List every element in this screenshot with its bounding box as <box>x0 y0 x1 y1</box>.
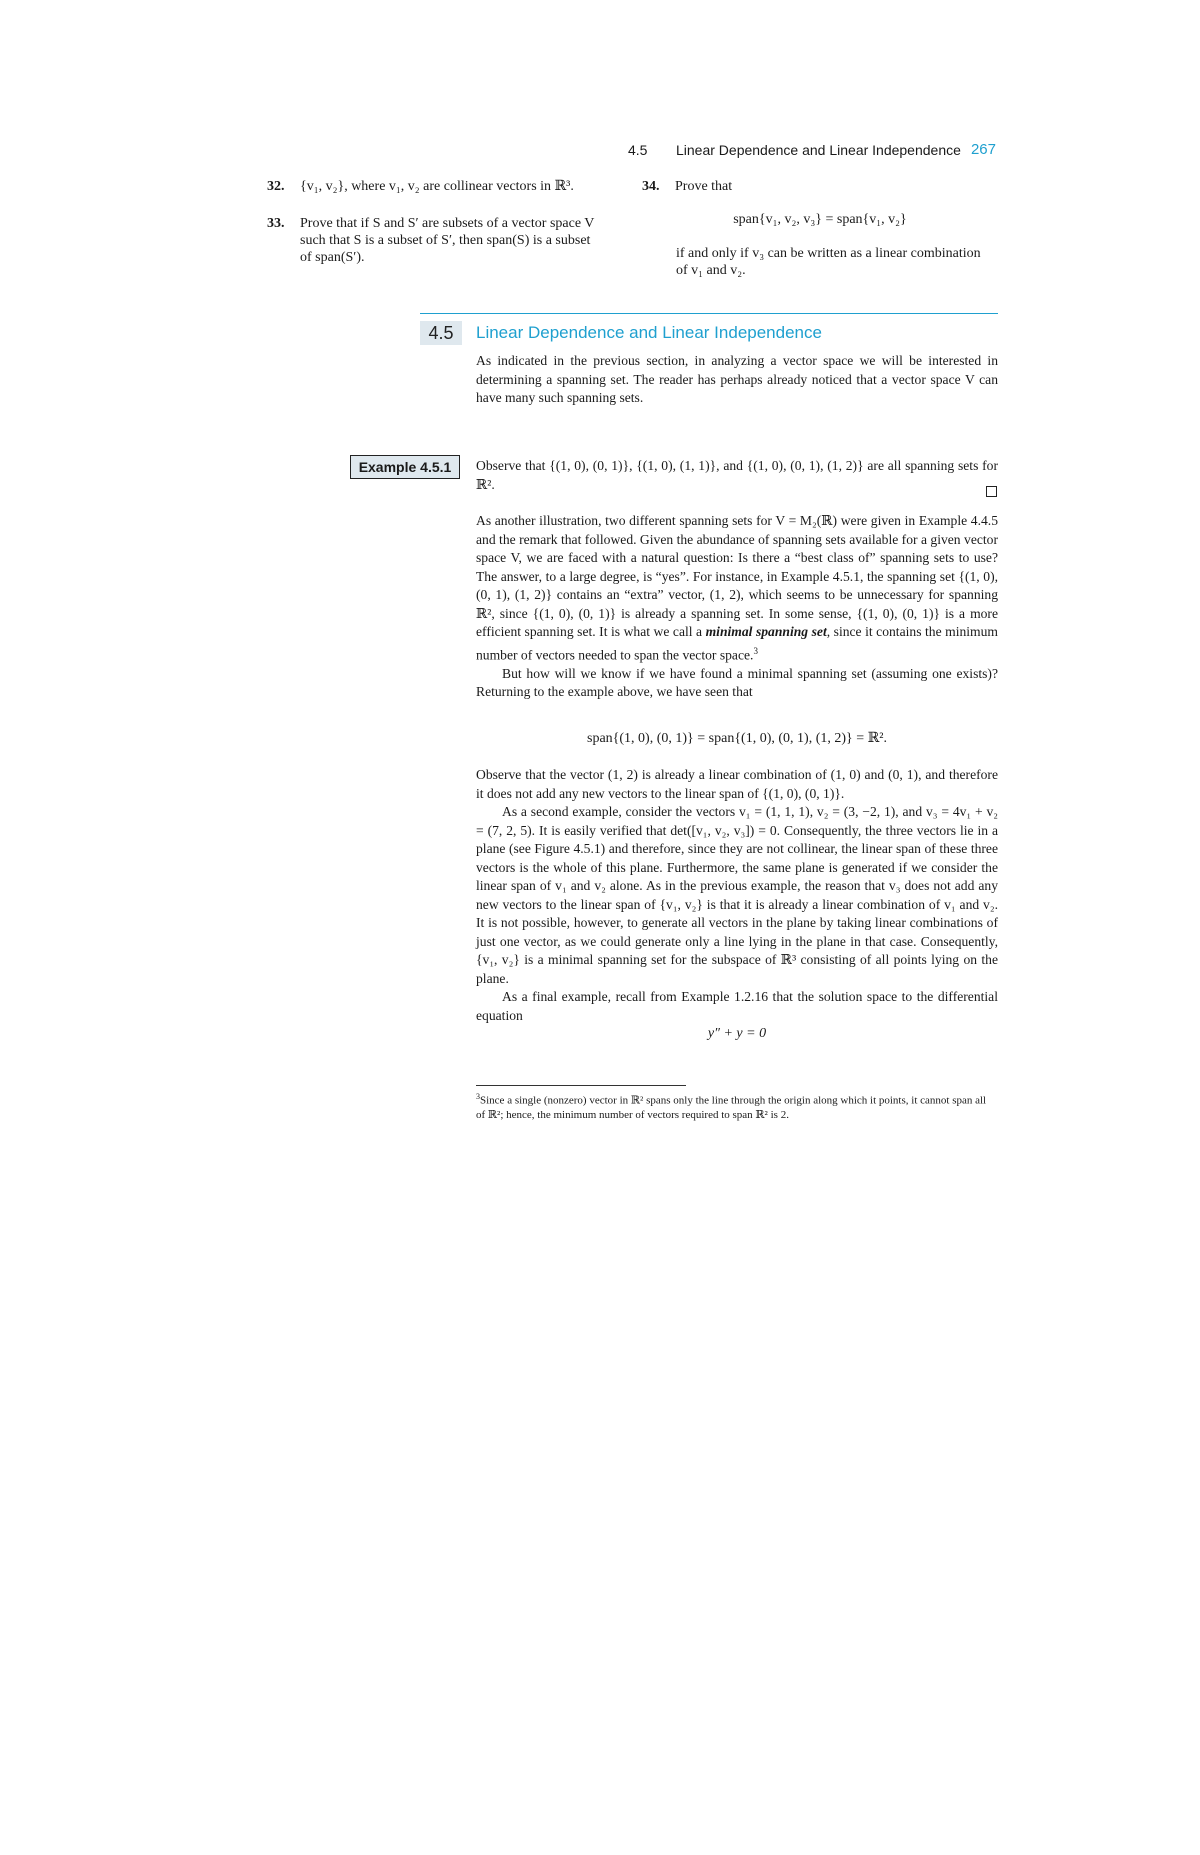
end-of-example-icon <box>986 486 997 497</box>
exercise-number: 34. <box>642 179 660 194</box>
section-rule <box>420 313 998 314</box>
exercise-text-line: of v₁ and v₂. <box>676 263 746 278</box>
footnote-text: Since a single (nonzero) vector in ℝ² spans only the line through the origin along which it points, it cannot span all of ℝ²; hence, the minimum number of vectors required to span ℝ² is 2. <box>476 1094 987 1121</box>
exercise-text: {v₁, v₂}, where v₁, v₂ are collinear vectors in ℝ³. <box>300 179 574 194</box>
exercise-text: Prove that <box>675 179 733 194</box>
body-paragraph-3-block <box>476 766 998 1025</box>
section-title: Linear Dependence and Linear Independence <box>476 323 822 342</box>
exercise-text-line: of span(S′). <box>300 250 365 265</box>
body-paragraph-5: As a final example, recall from Example 1.2.16 that the solution space to the differential equation <box>476 989 998 1023</box>
example-label: Example 4.5.1 <box>358 459 452 475</box>
display-equation-1: span{(1, 0), (0, 1)} = span{(1, 0), (0, 1), (1, 2)} = ℝ². <box>587 731 887 746</box>
example-text <box>476 457 998 494</box>
exercise-34 <box>642 178 998 196</box>
exercise-number: 33. <box>267 216 285 231</box>
exercise-text-line: such that S is a subset of S′, then span(S) is a subset <box>300 233 591 248</box>
p1-text-a: As another illustration, two different spanning sets for V = M₂(ℝ) were given in Example 4.4.5 and the remark that followed. Given the abundance of spanning sets available for a given vector space V, we are faced with a natural question: Is there a “best class of” spanning sets to use? The answer, to a large degree, is “yes”. For instance, in Example 4.5.1, the spanning set {(1, 0), (0, 1), (1, 2)} contains an “extra” vector, (1, 2), which seems to be unnecessary for spanning ℝ², since {(1, 0), (0, 1)} is already a spanning set. In some sense, {(1, 0), (0, 1)} is a more efficient spanning set. It is what we call a <box>476 513 998 639</box>
body-paragraph-2: But how will we know if we have found a minimal spanning set (assuming one exists)? Returning to the example above, we have seen that <box>476 665 998 700</box>
example-label-box <box>350 455 460 479</box>
header-section-title: Linear Dependence and Linear Independence <box>676 142 961 158</box>
page-number: 267 <box>970 141 996 158</box>
header-section-number: 4.5 <box>628 142 648 158</box>
exercise-34-continuation <box>676 245 998 281</box>
display-equation-2 <box>476 1026 998 1042</box>
body-paragraph-1 <box>476 512 998 702</box>
ode-equation: y″ + y = 0 <box>707 1026 767 1041</box>
footnote <box>476 1090 998 1122</box>
footnote-rule <box>476 1085 686 1086</box>
body-paragraph-3: Observe that the vector (1, 2) is already a linear combination of (1, 0) and (0, 1), and therefore it does not add any new vectors to the linear span of {(1, 0), (0, 1)}. <box>476 767 998 801</box>
body-paragraph-4: As a second example, consider the vectors v₁ = (1, 1, 1), v₂ = (3, −2, 1), and v₃ = 4v₁ + v₂ = (7, 2, 5). It is easily verified that det([v₁, v₂, v₃]) = 0. Consequently, the three vectors lie in a plane (see Figure 4.5.1) and therefore, since they are not collinear, the linear span of these three vectors is the whole of this plane. Furthermore, the same plane is generated if we consider the linear span of v₁ and v₂ alone. As in the previous example, the reason that v₃ does not add any new vectors to the linear span of {v₁, v₂} is that it is already a linear combination of v₁ and v₂. It is not possible, however, to generate all vectors in the plane by taking linear combinations of just one vector, as we could generate only a line lying in the plane in that case. Consequently, {v₁, v₂} is a minimal spanning set for the subspace of ℝ³ consisting of all points lying on the plane. <box>476 804 998 986</box>
footnote-ref: 3 <box>753 645 758 656</box>
footnote-marker: 3 <box>476 1092 480 1101</box>
defined-term: minimal spanning set <box>705 624 827 639</box>
section-intro <box>476 352 998 408</box>
exercise-number: 32. <box>267 179 285 194</box>
section-number-box <box>420 321 462 345</box>
exercise-text-line: Prove that if S and S′ are subsets of a vector space V <box>300 216 595 231</box>
example-paragraph: Observe that {(1, 0), (0, 1)}, {(1, 0), (1, 1)}, and {(1, 0), (0, 1), (1, 2)} are all spanning sets for ℝ². <box>476 458 998 492</box>
section-number: 4.5 <box>428 323 454 343</box>
intro-paragraph: As indicated in the previous section, in analyzing a vector space we will be interested in determining a spanning set. The reader has perhaps already noticed that a vector space V can have many such spanning sets. <box>476 353 998 405</box>
p1-text-b: , since it contains the minimum number of vectors needed to span the vector space. <box>476 624 998 663</box>
exercise-33 <box>267 215 627 271</box>
exercise-34-display: span{v₁, v₂, v₃} = span{v₁, v₂} <box>733 212 907 227</box>
exercise-text-line: if and only if v₃ can be written as a linear combination <box>676 246 981 261</box>
